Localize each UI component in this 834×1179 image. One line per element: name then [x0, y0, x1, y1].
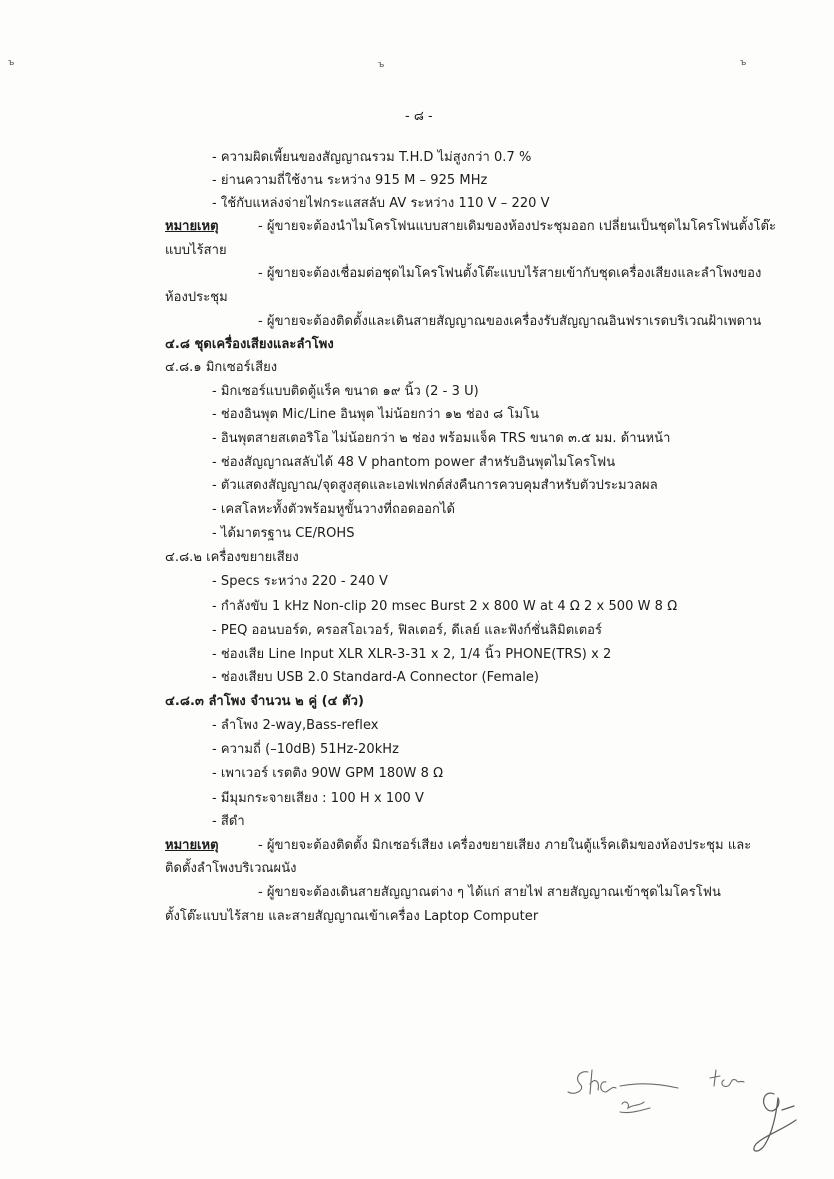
- remark-text: - ผู้ขายจะต้องติดตั้ง มิกเซอร์เสียง เครื่องขยายเสียง ภายในตู้แร็คเดิมของห้องประชุม และ: [258, 838, 752, 853]
- spec-line: - ช่องสัญญาณสลับได้ 48 V phantom power สำหรับอินพุตไมโครโฟน: [212, 455, 616, 470]
- signature-1: [568, 1070, 678, 1094]
- remark-text: ติดตั้งลำโพงบริเวณผนัง: [165, 861, 297, 876]
- spec-line: - สีดำ: [212, 814, 245, 829]
- signature-2: [620, 1102, 650, 1113]
- remark-label: หมายเหตุ: [165, 838, 219, 853]
- spec-line: - ลำโพง 2-way,Bass-reflex: [212, 718, 379, 733]
- spec-line: - Specs ระหว่าง 220 - 240 V: [212, 574, 388, 589]
- spec-line: - PEQ ออนบอร์ด, ครอสโอเวอร์, ฟิลเตอร์, ดีเลย์ และฟังก์ชั่นลิมิตเตอร์: [212, 623, 603, 638]
- remark-text: ตั้งโต๊ะแบบไร้สาย และสายสัญญาณเข้าเครื่อง Laptop Computer: [165, 909, 539, 924]
- scan-speck: ъ: [740, 58, 747, 68]
- spec-line: - ช่องเสีย Line Input XLR XLR-3-31 x 2, 1/4 นิ้ว PHONE(TRS) x 2: [212, 647, 612, 662]
- remark-text: แบบไร้สาย: [165, 243, 227, 258]
- handwritten-signatures: [560, 1060, 820, 1160]
- subsection-heading: ๔.๘.๑ มิกเซอร์เสียง: [165, 360, 278, 375]
- remark-text: - ผู้ขายจะต้องติดตั้งและเดินสายสัญญาณของเครื่องรับสัญญาณอินฟราเรดบริเวณฝ้าเพดาน: [258, 314, 762, 329]
- remark-text: - ผู้ขายจะต้องเชื่อมต่อชุดไมโครโฟนตั้งโต๊ะแบบไร้สายเข้ากับชุดเครื่องเสียงและลำโพงของ: [258, 266, 762, 281]
- section-heading: ๔.๘ ชุดเครื่องเสียงและลำโพง: [165, 337, 334, 352]
- spec-line: - มิกเซอร์แบบติดตู้แร็ค ขนาด ๑๙ นิ้ว (2 - 3 U): [212, 384, 479, 399]
- spec-line: - อินพุตสายสเตอริโอ ไม่น้อยกว่า ๒ ช่อง พร้อมแจ็ค TRS ขนาด ๓.๕ มม. ด้านหน้า: [212, 431, 671, 446]
- remark-text: - ผู้ขายจะต้องนำไมโครโฟนแบบสายเดิมของห้องประชุมออก เปลี่ยนเป็นชุดไมโครโฟนตั้งโต๊ะ: [258, 219, 777, 234]
- spec-line: - ความผิดเพี้ยนของสัญญาณรวม T.H.D ไม่สูงกว่า 0.7 %: [212, 150, 532, 165]
- signature-4: [754, 1093, 796, 1151]
- subsection-heading: ๔.๘.๓ ลำโพง จำนวน ๒ คู่ (๔ ตัว): [165, 694, 364, 709]
- scan-speck: ъ: [8, 58, 15, 68]
- scan-speck: ъ: [378, 60, 385, 70]
- spec-line: - มีมุมกระจายเสียง : 100 H x 100 V: [212, 791, 424, 806]
- spec-line: - ได้มาตรฐาน CE/ROHS: [212, 526, 355, 541]
- remark-text: ห้องประชุม: [165, 290, 228, 305]
- spec-line: - ย่านความถี่ใช้งาน ระหว่าง 915 M – 925 MHz: [212, 173, 488, 188]
- remark-text: - ผู้ขายจะต้องเดินสายสัญญาณต่าง ๆ ได้แก่ สายไฟ สายสัญญาณเข้าชุดไมโครโฟน: [258, 885, 721, 900]
- spec-line: - เคสโลหะทั้งตัวพร้อมหูขั้นวางที่ถอดออกได้: [212, 502, 456, 517]
- spec-line: - ช่องอินพุต Mic/Line อินพุต ไม่น้อยกว่า ๑๒ ช่อง ๘ โมโน: [212, 407, 540, 422]
- spec-line: - ใช้กับแหล่งจ่ายไฟกระแสสลับ AV ระหว่าง 110 V – 220 V: [212, 196, 550, 211]
- spec-line: - ตัวแสดงสัญญาณ/จุดสูงสุดและเอฟเฟกต์ส่งคืนการควบคุมสำหรับตัวประมวลผล: [212, 478, 658, 493]
- spec-line: - กำลังขับ 1 kHz Non-clip 20 msec Burst 2 x 800 W at 4 Ω 2 x 500 W 8 Ω: [212, 599, 678, 614]
- spec-line: - ความถี่ (–10dB) 51Hz-20kHz: [212, 742, 399, 757]
- subsection-heading: ๔.๘.๒ เครื่องขยายเสียง: [165, 550, 299, 565]
- spec-line: - เพาเวอร์ เรตติง 90W GPM 180W 8 Ω: [212, 766, 444, 781]
- signature-3: [710, 1070, 744, 1086]
- remark-label: หมายเหตุ: [165, 219, 219, 234]
- spec-line: - ช่องเสียบ USB 2.0 Standard-A Connector (Female): [212, 670, 540, 685]
- page-number: - ๘ -: [405, 109, 433, 124]
